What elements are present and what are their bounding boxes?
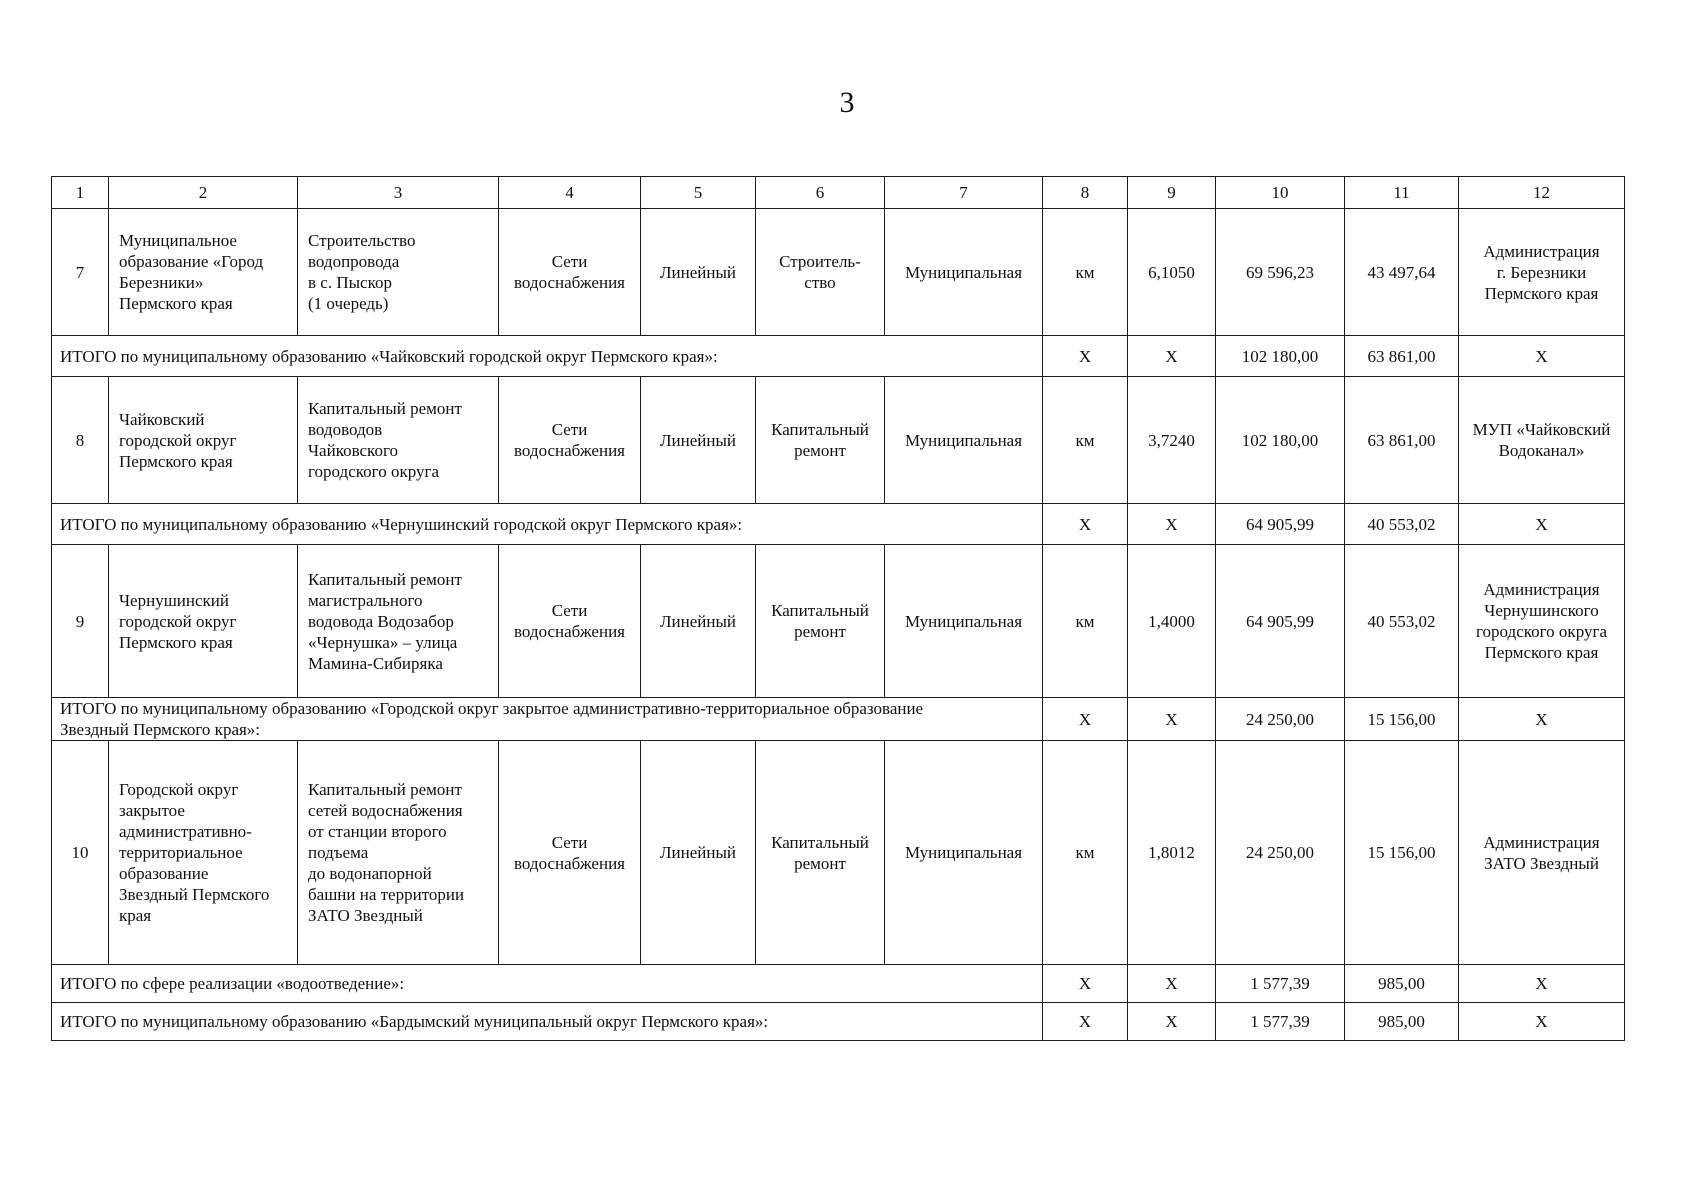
- ownership-cell: Муниципальная: [885, 741, 1043, 965]
- total-col9-cell: X: [1128, 504, 1216, 545]
- total-row: [52, 1003, 1625, 1041]
- work-type-cell: Строитель- ство: [756, 209, 885, 336]
- column-number-header: 2: [109, 177, 298, 209]
- ownership-cell: Муниципальная: [885, 545, 1043, 698]
- total-col9-cell: X: [1128, 1003, 1216, 1041]
- unit-cell: км: [1043, 741, 1128, 965]
- cost-total-cell: 69 596,23: [1216, 209, 1345, 336]
- column-number-header: 6: [756, 177, 885, 209]
- object-type-cell: Линейный: [641, 209, 756, 336]
- executor-cell: Администрация ЗАТО Звездный: [1459, 741, 1625, 965]
- total-budget-cell: 15 156,00: [1345, 698, 1459, 741]
- table-row: [52, 741, 1625, 965]
- total-col8-cell: X: [1043, 336, 1128, 377]
- total-cost-cell: 64 905,99: [1216, 504, 1345, 545]
- work-type-cell: Капитальный ремонт: [756, 741, 885, 965]
- total-col8-cell: X: [1043, 1003, 1128, 1041]
- cost-budget-cell: 15 156,00: [1345, 741, 1459, 965]
- column-number-header: 4: [499, 177, 641, 209]
- column-number-header: 1: [52, 177, 109, 209]
- cost-budget-cell: 40 553,02: [1345, 545, 1459, 698]
- column-number-header: 8: [1043, 177, 1128, 209]
- investment-program-table: [51, 176, 1625, 1041]
- total-label: ИТОГО по муниципальному образованию «Городской округ закрытое административно-территориальное образование Звездный Пермского края»:: [52, 698, 1043, 741]
- total-label: ИТОГО по муниципальному образованию «Чайковский городской округ Пермского края»:: [52, 336, 1043, 377]
- page-number: 3: [839, 86, 855, 119]
- cost-total-cell: 102 180,00: [1216, 377, 1345, 504]
- total-col8-cell: X: [1043, 698, 1128, 741]
- column-number-header: 10: [1216, 177, 1345, 209]
- ownership-cell: Муниципальная: [885, 209, 1043, 336]
- cost-budget-cell: 63 861,00: [1345, 377, 1459, 504]
- table-row: [52, 209, 1625, 336]
- table-row: [52, 545, 1625, 698]
- total-col9-cell: X: [1128, 965, 1216, 1003]
- total-budget-cell: 985,00: [1345, 1003, 1459, 1041]
- table-row: [52, 377, 1625, 504]
- column-number-header: 9: [1128, 177, 1216, 209]
- total-row: [52, 504, 1625, 545]
- work-type-cell: Капитальный ремонт: [756, 545, 885, 698]
- municipality-cell: Городской округ закрытое административно- территориальное образование Звездный Пермского края: [109, 741, 298, 965]
- column-number-header: 3: [298, 177, 499, 209]
- total-cost-cell: 1 577,39: [1216, 1003, 1345, 1041]
- total-label: ИТОГО по муниципальному образованию «Бардымский муниципальный округ Пермского края»:: [52, 1003, 1043, 1041]
- column-number-header: 5: [641, 177, 756, 209]
- network-type-cell: Сети водоснабжения: [499, 741, 641, 965]
- total-cost-cell: 102 180,00: [1216, 336, 1345, 377]
- length-cell: 1,4000: [1128, 545, 1216, 698]
- length-cell: 3,7240: [1128, 377, 1216, 504]
- municipality-cell: Чайковский городской округ Пермского края: [109, 377, 298, 504]
- network-type-cell: Сети водоснабжения: [499, 545, 641, 698]
- length-cell: 6,1050: [1128, 209, 1216, 336]
- total-budget-cell: 63 861,00: [1345, 336, 1459, 377]
- unit-cell: км: [1043, 377, 1128, 504]
- executor-cell: МУП «Чайковский Водоканал»: [1459, 377, 1625, 504]
- row-number: 9: [52, 545, 109, 698]
- total-col8-cell: X: [1043, 965, 1128, 1003]
- total-col9-cell: X: [1128, 336, 1216, 377]
- object-type-cell: Линейный: [641, 741, 756, 965]
- total-col12-cell: X: [1459, 1003, 1625, 1041]
- object-name-cell: Капитальный ремонт водоводов Чайковского городского округа: [298, 377, 499, 504]
- column-number-header: 11: [1345, 177, 1459, 209]
- cost-budget-cell: 43 497,64: [1345, 209, 1459, 336]
- ownership-cell: Муниципальная: [885, 377, 1043, 504]
- row-number: 10: [52, 741, 109, 965]
- row-number: 8: [52, 377, 109, 504]
- object-name-cell: Строительство водопровода в с. Пыскор (1 очередь): [298, 209, 499, 336]
- total-budget-cell: 985,00: [1345, 965, 1459, 1003]
- unit-cell: км: [1043, 209, 1128, 336]
- total-row: [52, 965, 1625, 1003]
- total-col12-cell: X: [1459, 336, 1625, 377]
- total-col12-cell: X: [1459, 504, 1625, 545]
- municipality-cell: Муниципальное образование «Город Березники» Пермского края: [109, 209, 298, 336]
- total-row: [52, 698, 1625, 741]
- column-number-header: 12: [1459, 177, 1625, 209]
- row-number: 7: [52, 209, 109, 336]
- object-type-cell: Линейный: [641, 377, 756, 504]
- total-col12-cell: X: [1459, 965, 1625, 1003]
- executor-cell: Администрация Чернушинского городского округа Пермского края: [1459, 545, 1625, 698]
- object-type-cell: Линейный: [641, 545, 756, 698]
- total-cost-cell: 24 250,00: [1216, 698, 1345, 741]
- total-col12-cell: X: [1459, 698, 1625, 741]
- length-cell: 1,8012: [1128, 741, 1216, 965]
- cost-total-cell: 24 250,00: [1216, 741, 1345, 965]
- cost-total-cell: 64 905,99: [1216, 545, 1345, 698]
- municipality-cell: Чернушинский городской округ Пермского края: [109, 545, 298, 698]
- column-number-header: 7: [885, 177, 1043, 209]
- network-type-cell: Сети водоснабжения: [499, 377, 641, 504]
- total-col9-cell: X: [1128, 698, 1216, 741]
- executor-cell: Администрация г. Березники Пермского края: [1459, 209, 1625, 336]
- object-name-cell: Капитальный ремонт сетей водоснабжения от станции второго подъема до водонапорной башни на территории ЗАТО Звездный: [298, 741, 499, 965]
- total-row: [52, 336, 1625, 377]
- unit-cell: км: [1043, 545, 1128, 698]
- total-budget-cell: 40 553,02: [1345, 504, 1459, 545]
- work-type-cell: Капитальный ремонт: [756, 377, 885, 504]
- object-name-cell: Капитальный ремонт магистрального водовода Водозабор «Чернушка» – улица Мамина-Сибиряка: [298, 545, 499, 698]
- network-type-cell: Сети водоснабжения: [499, 209, 641, 336]
- header-row: [52, 177, 1625, 209]
- total-label: ИТОГО по сфере реализации «водоотведение»:: [52, 965, 1043, 1003]
- total-label: ИТОГО по муниципальному образованию «Чернушинский городской округ Пермского края»:: [52, 504, 1043, 545]
- total-col8-cell: X: [1043, 504, 1128, 545]
- total-cost-cell: 1 577,39: [1216, 965, 1345, 1003]
